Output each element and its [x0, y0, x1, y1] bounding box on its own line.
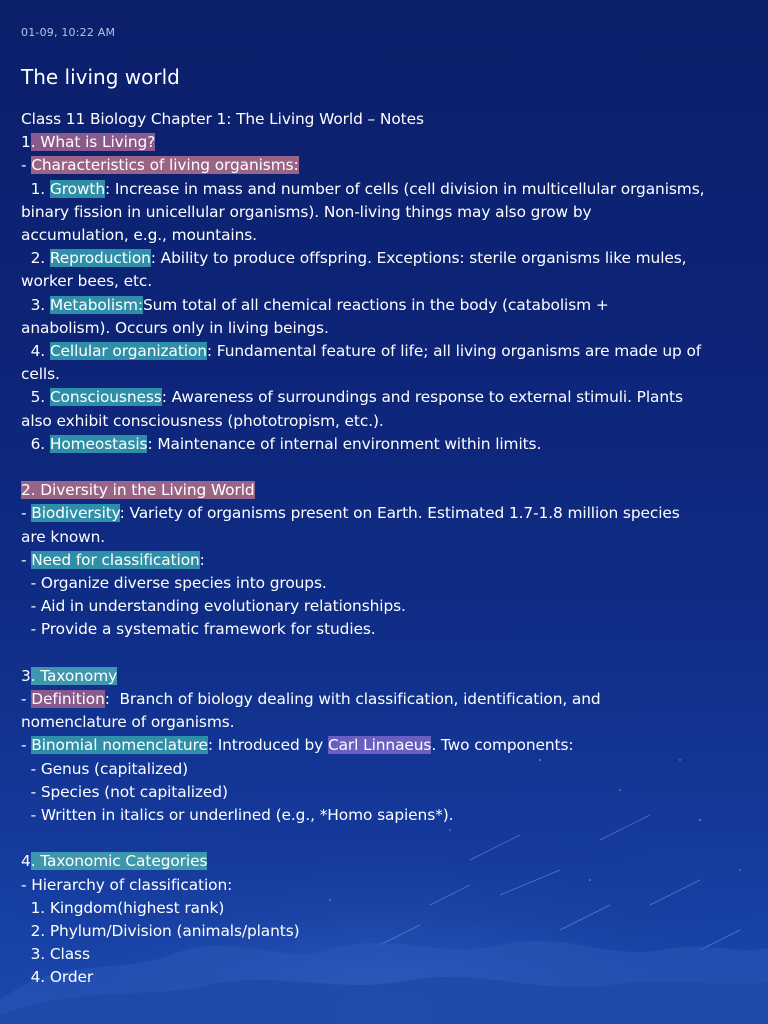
- characteristics-line: - Characteristics of living organisms:: [21, 156, 299, 175]
- list-item: 3. Class: [21, 945, 90, 964]
- need-classification-line: - Need for classification:: [21, 550, 205, 569]
- biodiversity-cont: are known.: [21, 527, 106, 546]
- list-item: 4. Order: [21, 968, 94, 987]
- item-cellular-organization-cont: cells.: [21, 365, 60, 384]
- section-1-heading: 1. What is Living?: [21, 133, 156, 152]
- item-consciousness: 5. Consciousness: Awareness of surroundings and response to external stimuli. Plants: [21, 388, 683, 407]
- list-item: 2. Phylum/Division (animals/plants): [21, 922, 300, 941]
- list-item: - Organize diverse species into groups.: [21, 574, 327, 593]
- definition-cont: nomenclature of organisms.: [21, 713, 235, 732]
- item-growth-cont2: accumulation, e.g., mountains.: [21, 226, 257, 245]
- item-metabolism: 3. Metabolism:Sum total of all chemical reactions in the body (catabolism +: [21, 295, 609, 314]
- section-4-heading: 4. Taxonomic Categories: [21, 852, 208, 871]
- blank-line: [21, 642, 748, 665]
- blank-line: [21, 827, 748, 850]
- list-item: - Species (not capitalized): [21, 782, 228, 801]
- hierarchy-line: - Hierarchy of classification:: [21, 875, 233, 894]
- note-body[interactable]: [21, 108, 748, 990]
- item-consciousness-cont: also exhibit consciousness (phototropism, etc.).: [21, 411, 384, 430]
- note-timestamp: 01-09, 10:22 AM: [21, 26, 116, 39]
- section-2-heading: 2. Diversity in the Living World: [21, 481, 255, 500]
- list-item: - Provide a systematic framework for studies.: [21, 620, 376, 639]
- list-item: 1. Kingdom(highest rank): [21, 898, 225, 917]
- biodiversity-line: - Biodiversity: Variety of organisms present on Earth. Estimated 1.7-1.8 million species: [21, 504, 680, 523]
- item-homeostasis: 6. Homeostasis: Maintenance of internal environment within limits.: [21, 434, 542, 453]
- item-metabolism-cont: anabolism). Occurs only in living beings.: [21, 318, 329, 337]
- definition-line: - Definition: Branch of biology dealing with classification, identification, and: [21, 690, 601, 709]
- list-item: - Written in italics or underlined (e.g., *Homo sapiens*).: [21, 806, 454, 825]
- list-item: - Genus (capitalized): [21, 759, 189, 778]
- item-growth-cont: binary fission in unicellular organisms). Non-living things may also grow by: [21, 202, 592, 221]
- item-growth: 1. Growth: Increase in mass and number of cells (cell division in multicellular organisms,: [21, 179, 705, 198]
- note-title[interactable]: The living world: [21, 65, 180, 89]
- item-reproduction: 2. Reproduction: Ability to produce offspring. Exceptions: sterile organisms like mules,: [21, 249, 687, 268]
- item-reproduction-cont: worker bees, etc.: [21, 272, 153, 291]
- binomial-line: - Binomial nomenclature: Introduced by Carl Linnaeus. Two components:: [21, 736, 574, 755]
- list-item: - Aid in understanding evolutionary relationships.: [21, 597, 406, 616]
- note-heading: Class 11 Biology Chapter 1: The Living World – Notes: [21, 110, 424, 128]
- section-3-heading: 3. Taxonomy: [21, 666, 118, 685]
- blank-line: [21, 456, 748, 479]
- item-cellular-organization: 4. Cellular organization: Fundamental feature of life; all living organisms are made up of: [21, 342, 702, 361]
